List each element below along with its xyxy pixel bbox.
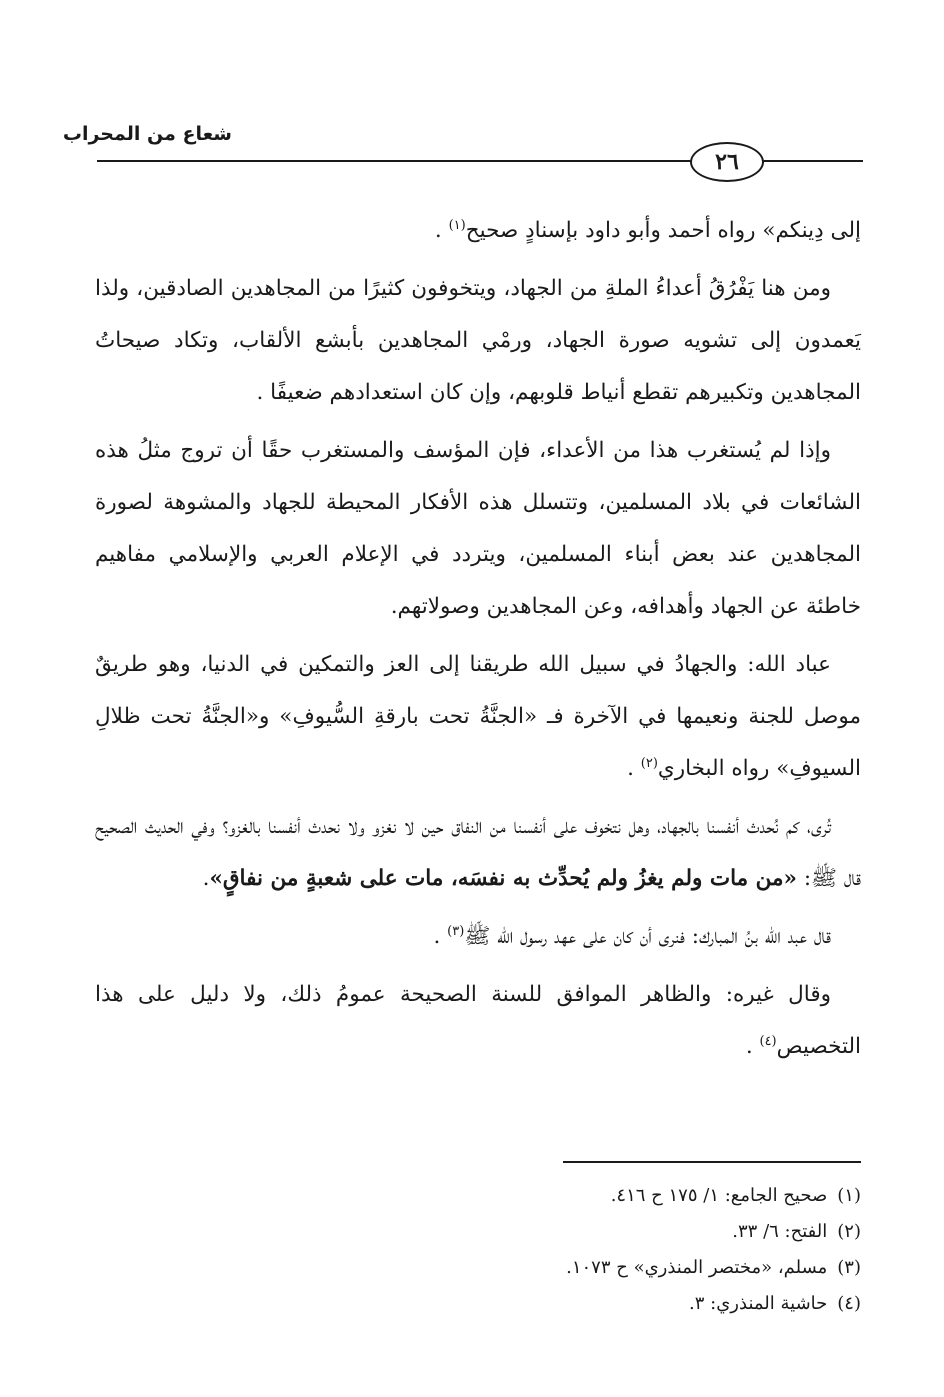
page-number-badge: ٢٦ bbox=[690, 142, 764, 182]
paragraph-2: وإذا لم يُستغرب هذا من الأعداء، فإن المؤسف والمستغرب حقًا أن تروج مثلُ هذه الشائعات في بلاد المسلمين، وتتسلل هذه الأفكار المحيطة للجهاد والمشوهة لصورة المجاهدين عند بعض أبناء المسلمين، ويتردد في الإعلام العربي والإسلامي مفاهيم خاطئة عن الجهاد وأهدافه، وعن المجاهدين وصولاتهم. bbox=[95, 438, 861, 619]
paragraph-5: قال عبد الله بنُ المبارك: فنرى أن كان على عهد رسول الله ﷺ$^{(٣)}$ . bbox=[433, 923, 831, 949]
hadith-quote: «من مات ولم يغزُ ولم يُحدِّث به نفسَه، مات على شعبةٍ من نفاقٍ» bbox=[209, 866, 797, 891]
paragraph-0: إلى دِينكم» رواه أحمد وأبو داود بإسنادٍ صحيح$^{(١)}$ . bbox=[434, 217, 861, 243]
paragraph-3: عباد الله: والجهادُ في سبيل الله طريقنا إلى العز والتمكين في الدنيا، وهو طريقٌ موصل للجنة ونعيمها في الآخرة فـ «الجنَّةُ تحت بارقةِ السُّيوفِ» و«الجنَّةُ تحت ظلالِ السيوفِ» رواه البخاري$^{(٢)}$ . bbox=[95, 652, 861, 781]
footnote-ref-4: (٤) bbox=[759, 1033, 777, 1049]
footnote-item: (٣)مسلم، «مختصر المنذري» ح ١٠٧٣. bbox=[566, 1257, 861, 1278]
footnote-ref-2: (٢) bbox=[640, 755, 658, 771]
footnote-separator bbox=[563, 1161, 861, 1163]
page-body bbox=[95, 205, 861, 1079]
footnote-item: (١)صحيح الجامع: ١/ ١٧٥ ح ٤١٦. bbox=[610, 1185, 861, 1206]
footnote-ref-1: (١) bbox=[448, 217, 466, 233]
footnote-item: (٢)الفتح: ٦/ ٣٣. bbox=[732, 1221, 861, 1242]
running-header-title: شعاع من المحراب bbox=[62, 123, 232, 145]
footnote-item: (٤)حاشية المنذري: ٣. bbox=[689, 1293, 861, 1314]
paragraph-6: وقال غيره: والظاهر الموافق للسنة الصحيحة عمومُ ذلك، ولا دليل على هذا التخصيص$^{(٤)}$ . bbox=[95, 982, 861, 1059]
paragraph-4: تُرى، كم نُحدث أنفسنا بالجهاد، وهل نتخوف على أنفسنا من النفاق حين لا نغزو ولا نحدث أنفسنا بالغزو؟ وفي الحديث الصحيح قال ﷺ: «من مات ولم يغزُ ولم يُحدِّث به نفسَه، مات على شعبةٍ من نفاقٍ». bbox=[95, 814, 861, 891]
paragraph-1: ومن هنا يَفْرُقُ أعداءُ الملةِ من الجهاد، ويتخوفون كثيرًا من المجاهدين الصادقين، ولذا يَعمدون إلى تشويه صورة الجهاد، ورمْي المجاهدين بأبشع الألقاب، وتكاد صيحاتُ المجاهدين وتكبيرهم تقطع أنياط قلوبهم، وإن كان استعدادهم ضعيفًا . bbox=[95, 276, 861, 405]
footnotes bbox=[320, 1178, 861, 1322]
footnote-ref-3: (٣) bbox=[447, 923, 465, 939]
